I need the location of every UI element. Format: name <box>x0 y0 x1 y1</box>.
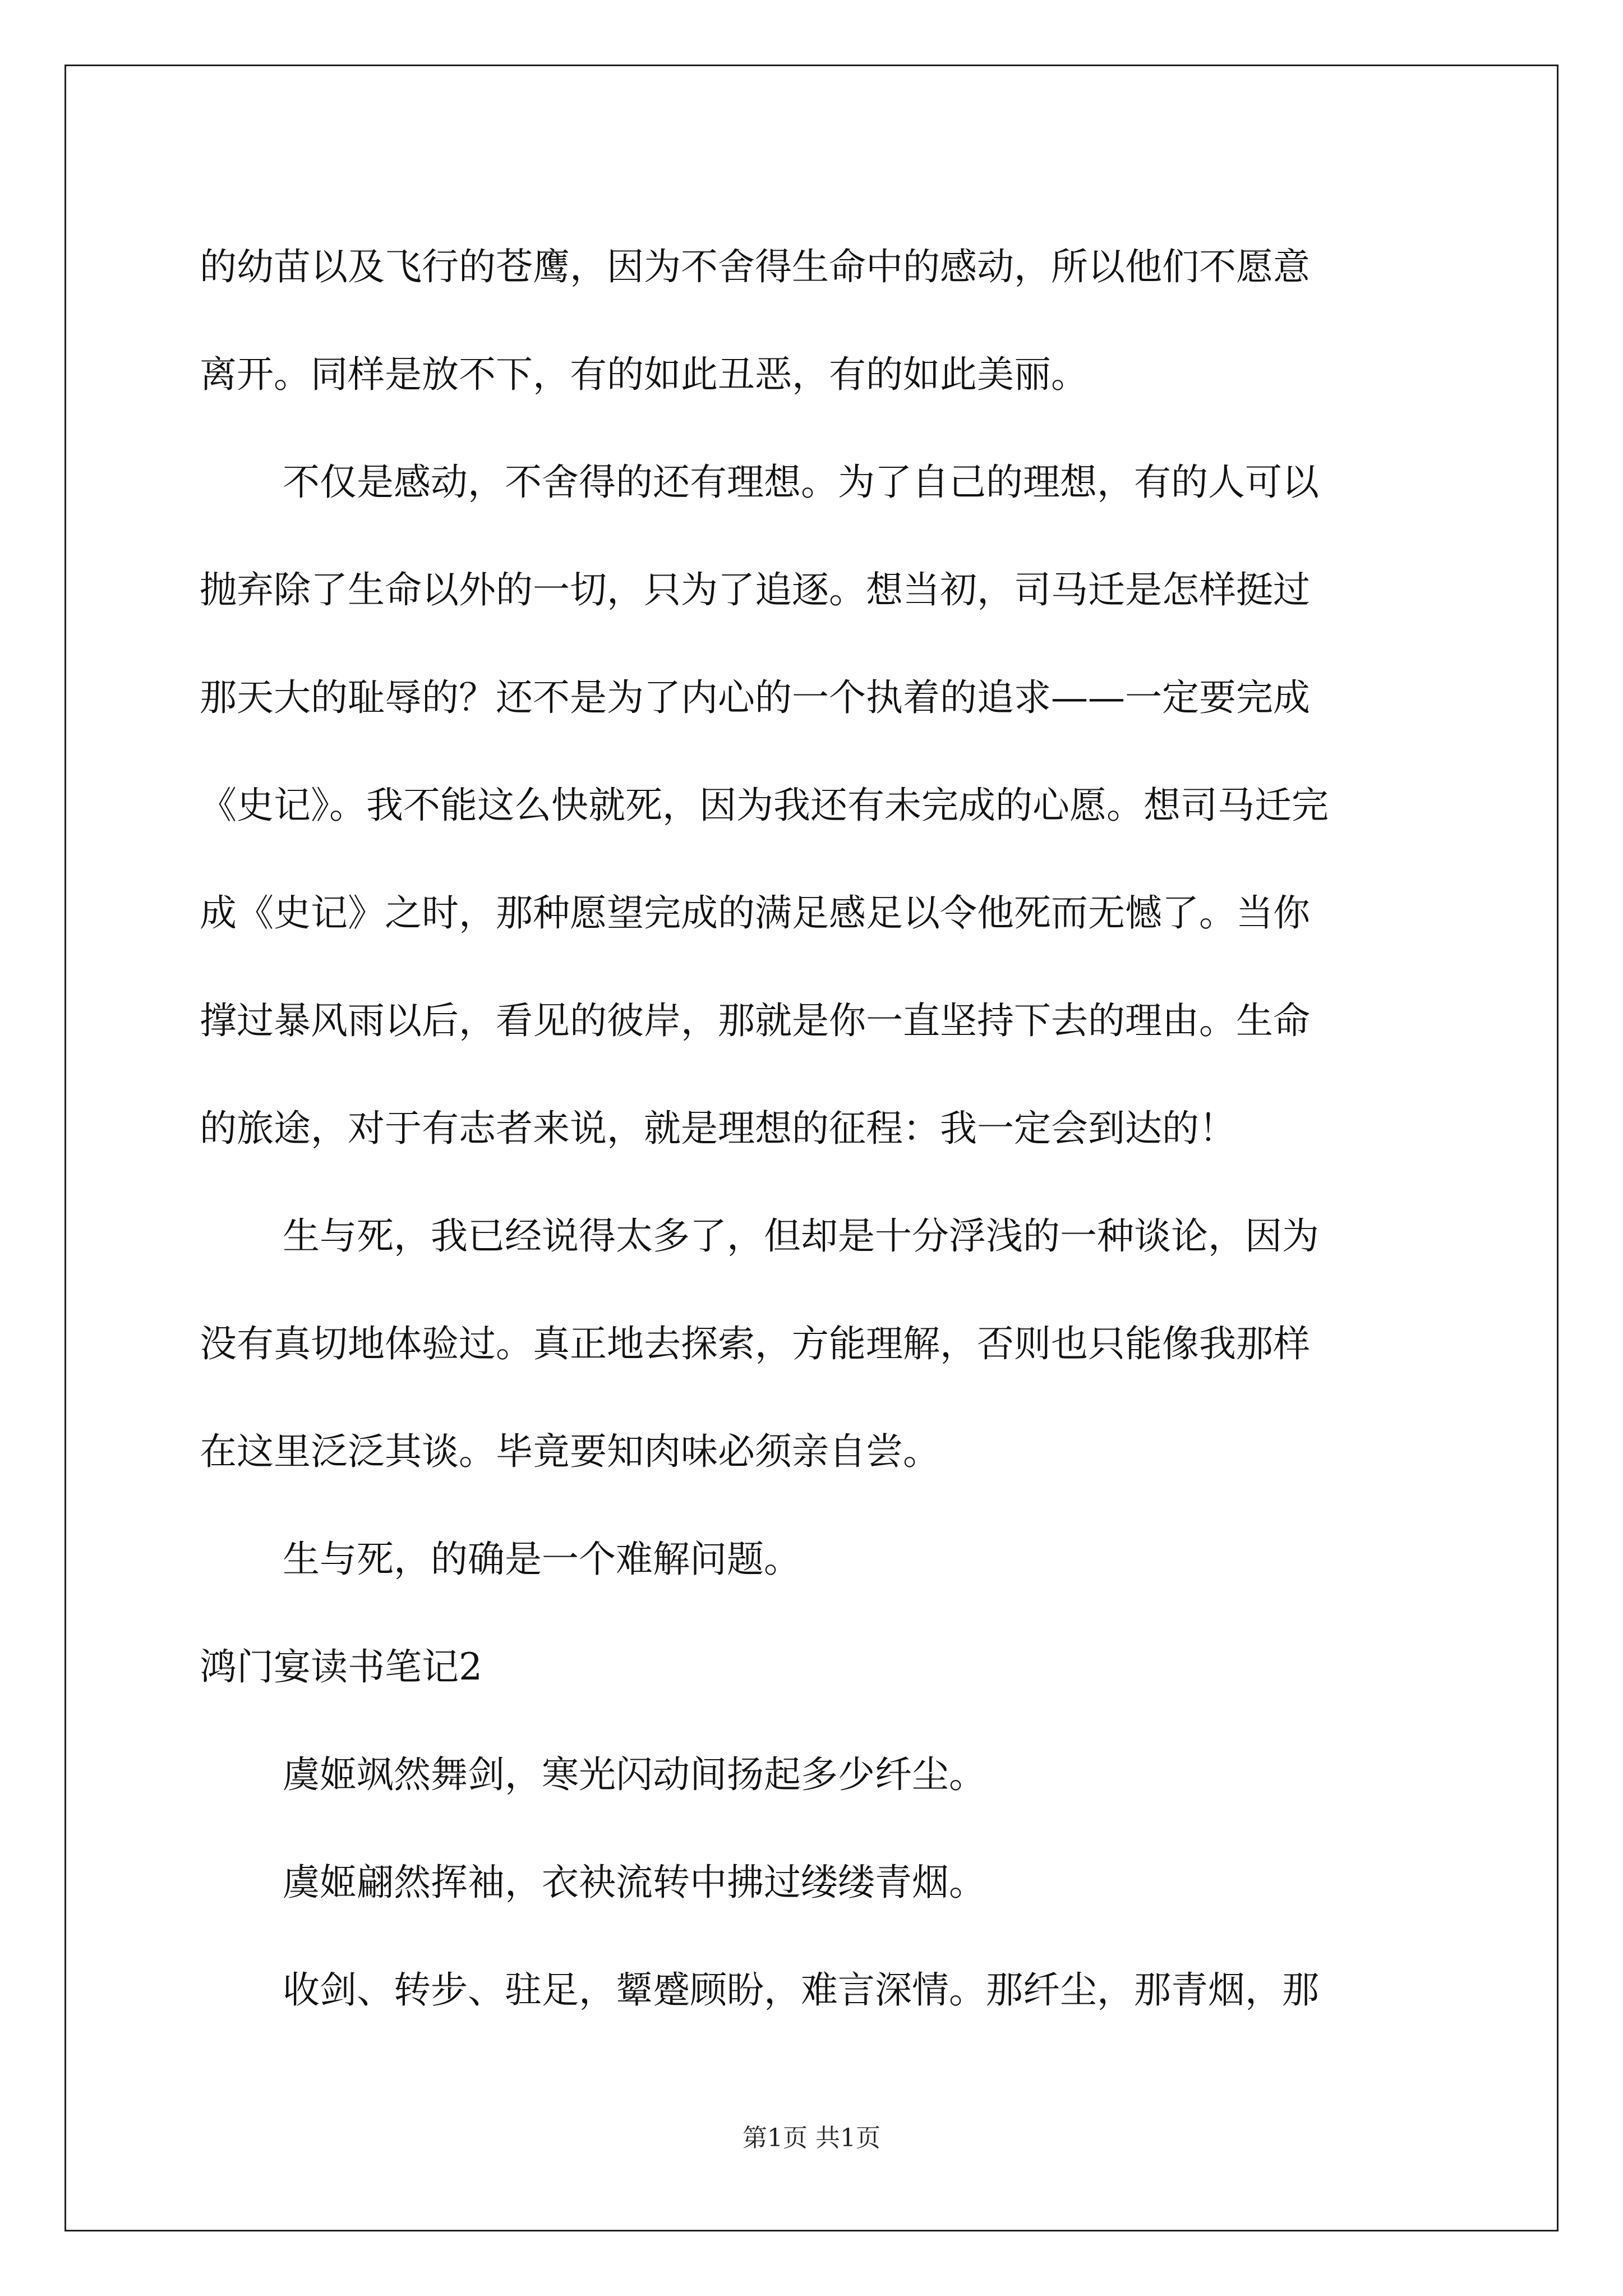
text-line-15: 虞姬飒然舞剑，寒光闪动间扬起多少纤尘。 <box>283 1753 986 1796</box>
text-line-2: 离开。同样是放不下，有的如此丑恶，有的如此美丽。 <box>200 353 1088 396</box>
document-body <box>200 213 1428 2044</box>
text-line-4: 抛弃除了生命以外的一切，只为了追逐。想当初，司马迁是怎样挺过 <box>200 568 1310 611</box>
text-line-17: 收剑、转步、驻足，颦蹙顾盼，难言深情。那纤尘，那青烟，那 <box>283 1968 1319 2012</box>
text-line-10: 生与死，我已经说得太多了，但却是十分浮浅的一种谈论，因为 <box>283 1214 1319 1258</box>
text-line-3: 不仅是感动，不舍得的还有理想。为了自己的理想，有的人可以 <box>283 461 1319 504</box>
text-line-8: 撑过暴风雨以后，看见的彼岸，那就是你一直坚持下去的理由。生命 <box>200 999 1310 1042</box>
text-line-7: 成《史记》之时，那种愿望完成的满足感足以令他死而无憾了。当你 <box>200 891 1310 935</box>
text-line-6: 《史记》。我不能这么快就死，因为我还有未完成的心愿。想司马迁完 <box>200 784 1329 827</box>
text-line-11: 没有真切地体验过。真正地去探索，方能理解，否则也只能像我那样 <box>200 1322 1310 1365</box>
text-line-12: 在这里泛泛其谈。毕竟要知肉味必须亲自尝。 <box>200 1430 940 1473</box>
text-line-13: 生与死，的确是一个难解问题。 <box>283 1538 801 1581</box>
section-heading: 鸿门宴读书笔记2 <box>200 1645 482 1688</box>
text-line-1: 的幼苗以及飞行的苍鹰，因为不舍得生命中的感动，所以他们不愿意 <box>200 245 1310 288</box>
text-line-5: 那天大的耻辱的？还不是为了内心的一个执着的追求——一定要完成 <box>200 676 1310 719</box>
page-footer: 第1页 共1页 <box>743 2124 880 2152</box>
text-line-9: 的旅途，对于有志者来说，就是理想的征程：我一定会到达的！ <box>200 1107 1236 1150</box>
text-line-16: 虞姬翩然挥袖，衣袂流转中拂过缕缕青烟。 <box>283 1861 986 1904</box>
